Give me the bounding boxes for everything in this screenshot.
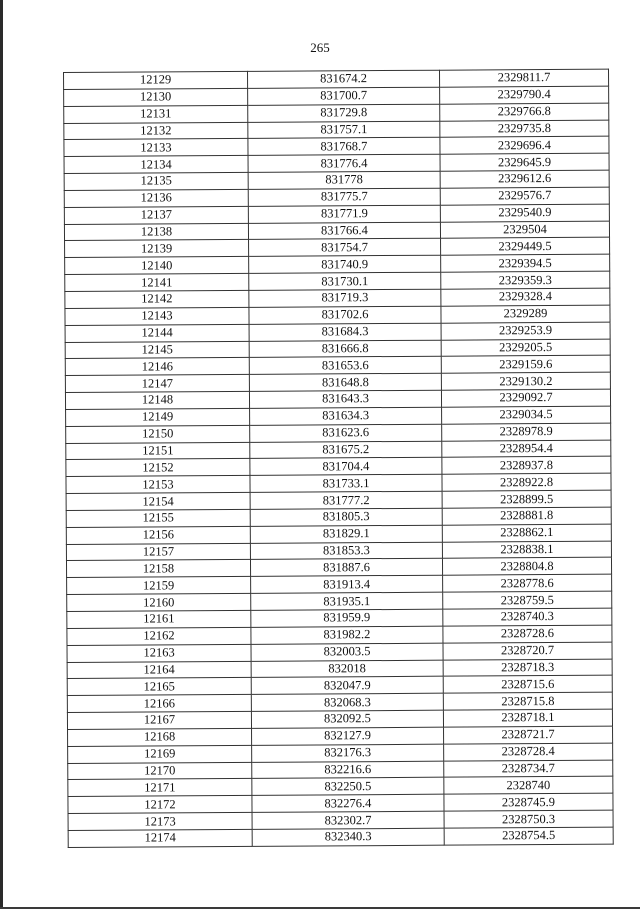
point-number-cell: 12151 bbox=[66, 442, 250, 460]
point-number-cell: 12159 bbox=[67, 577, 251, 595]
point-number-cell: 12156 bbox=[66, 526, 250, 544]
y-coordinate-cell: 2329449.5 bbox=[441, 238, 610, 256]
scan-edge-left bbox=[0, 0, 3, 909]
x-coordinate-cell: 831982.2 bbox=[251, 626, 443, 644]
y-coordinate-cell: 2328899.5 bbox=[442, 490, 611, 508]
point-number-cell: 12174 bbox=[68, 829, 252, 847]
y-coordinate-cell: 2328715.6 bbox=[443, 676, 612, 694]
x-coordinate-cell: 831853.3 bbox=[250, 542, 442, 560]
y-coordinate-cell: 2328922.8 bbox=[442, 473, 611, 491]
x-coordinate-cell: 831684.3 bbox=[249, 323, 441, 341]
point-number-cell: 12132 bbox=[64, 122, 248, 140]
y-coordinate-cell: 2328721.7 bbox=[444, 726, 613, 744]
point-number-cell: 12172 bbox=[68, 796, 252, 814]
point-number-cell: 12150 bbox=[66, 425, 250, 443]
x-coordinate-cell: 831777.2 bbox=[250, 491, 442, 509]
x-coordinate-cell: 831643.3 bbox=[249, 390, 441, 408]
x-coordinate-cell: 831674.2 bbox=[247, 70, 439, 88]
y-coordinate-cell: 2328740 bbox=[444, 777, 613, 795]
x-coordinate-cell: 831775.7 bbox=[248, 188, 440, 206]
y-coordinate-cell: 2329766.8 bbox=[440, 103, 609, 121]
y-coordinate-cell: 2329328.4 bbox=[441, 288, 610, 306]
x-coordinate-cell: 831771.9 bbox=[248, 205, 440, 223]
x-coordinate-cell: 831959.9 bbox=[251, 609, 443, 627]
y-coordinate-cell: 2329034.5 bbox=[442, 406, 611, 424]
y-coordinate-cell: 2329130.2 bbox=[441, 372, 610, 390]
x-coordinate-cell: 832340.3 bbox=[252, 828, 444, 846]
y-coordinate-cell: 2328862.1 bbox=[442, 524, 611, 542]
x-coordinate-cell: 831675.2 bbox=[250, 441, 442, 459]
point-number-cell: 12143 bbox=[65, 307, 249, 325]
x-coordinate-cell: 831935.1 bbox=[251, 592, 443, 610]
y-coordinate-cell: 2329735.8 bbox=[440, 120, 609, 138]
x-coordinate-cell: 832018 bbox=[251, 660, 443, 678]
x-coordinate-cell: 831768.7 bbox=[248, 138, 440, 156]
point-number-cell: 12130 bbox=[64, 88, 248, 106]
x-coordinate-cell: 831648.8 bbox=[249, 373, 441, 391]
point-number-cell: 12169 bbox=[68, 745, 252, 763]
y-coordinate-cell: 2328937.8 bbox=[442, 457, 611, 475]
x-coordinate-cell: 831733.1 bbox=[250, 474, 442, 492]
point-number-cell: 12142 bbox=[65, 290, 249, 308]
point-number-cell: 12166 bbox=[67, 695, 251, 713]
x-coordinate-cell: 832047.9 bbox=[251, 677, 443, 695]
x-coordinate-cell: 831766.4 bbox=[248, 222, 440, 240]
coordinate-table bbox=[63, 69, 614, 848]
y-coordinate-cell: 2329790.4 bbox=[440, 86, 609, 104]
point-number-cell: 12148 bbox=[65, 391, 249, 409]
y-coordinate-cell: 2328720.7 bbox=[443, 642, 612, 660]
x-coordinate-cell: 831740.9 bbox=[249, 255, 441, 273]
point-number-cell: 12161 bbox=[67, 610, 251, 628]
point-number-cell: 12144 bbox=[65, 324, 249, 342]
x-coordinate-cell: 831776.4 bbox=[248, 154, 440, 172]
point-number-cell: 12165 bbox=[67, 678, 251, 696]
y-coordinate-cell: 2329253.9 bbox=[441, 322, 610, 340]
x-coordinate-cell: 832068.3 bbox=[251, 693, 443, 711]
point-number-cell: 12146 bbox=[65, 358, 249, 376]
point-number-cell: 12137 bbox=[64, 206, 248, 224]
x-coordinate-cell: 831623.6 bbox=[250, 424, 442, 442]
x-coordinate-cell: 831634.3 bbox=[250, 407, 442, 425]
x-coordinate-cell: 831778 bbox=[248, 171, 440, 189]
y-coordinate-cell: 2329092.7 bbox=[441, 389, 610, 407]
y-coordinate-cell: 2329359.3 bbox=[441, 271, 610, 289]
x-coordinate-cell: 832003.5 bbox=[251, 643, 443, 661]
point-number-cell: 12147 bbox=[65, 375, 249, 393]
x-coordinate-cell: 831730.1 bbox=[249, 272, 441, 290]
y-coordinate-cell: 2328881.8 bbox=[442, 507, 611, 525]
point-number-cell: 12138 bbox=[64, 223, 248, 241]
point-number-cell: 12162 bbox=[67, 627, 251, 645]
point-number-cell: 12152 bbox=[66, 459, 250, 477]
y-coordinate-cell: 2329811.7 bbox=[439, 69, 608, 87]
point-number-cell: 12158 bbox=[66, 560, 250, 578]
point-number-cell: 12134 bbox=[64, 156, 248, 174]
y-coordinate-cell: 2329159.6 bbox=[441, 356, 610, 374]
point-number-cell: 12170 bbox=[68, 762, 252, 780]
point-number-cell: 12135 bbox=[64, 172, 248, 190]
y-coordinate-cell: 2328750.3 bbox=[444, 810, 613, 828]
y-coordinate-cell: 2329645.9 bbox=[440, 153, 609, 171]
point-number-cell: 12157 bbox=[66, 543, 250, 561]
y-coordinate-cell: 2329289 bbox=[441, 305, 610, 323]
point-number-cell: 12145 bbox=[65, 341, 249, 359]
point-number-cell: 12173 bbox=[68, 812, 252, 830]
point-number-cell: 12140 bbox=[65, 257, 249, 275]
x-coordinate-cell: 831754.7 bbox=[249, 239, 441, 257]
y-coordinate-cell: 2328728.6 bbox=[443, 625, 612, 643]
y-coordinate-cell: 2328838.1 bbox=[442, 541, 611, 559]
x-coordinate-cell: 831887.6 bbox=[250, 559, 442, 577]
point-number-cell: 12149 bbox=[66, 408, 250, 426]
y-coordinate-cell: 2328740.3 bbox=[443, 608, 612, 626]
table-row bbox=[68, 827, 613, 847]
point-number-cell: 12153 bbox=[66, 476, 250, 494]
y-coordinate-cell: 2328754.5 bbox=[444, 827, 613, 845]
x-coordinate-cell: 831913.4 bbox=[251, 576, 443, 594]
page-number: 265 bbox=[310, 40, 330, 55]
x-coordinate-cell: 832250.5 bbox=[252, 778, 444, 796]
x-coordinate-cell: 831666.8 bbox=[249, 340, 441, 358]
y-coordinate-cell: 2329504 bbox=[440, 221, 609, 239]
x-coordinate-cell: 831829.1 bbox=[250, 525, 442, 543]
y-coordinate-cell: 2328745.9 bbox=[444, 793, 613, 811]
y-coordinate-cell: 2328778.6 bbox=[443, 574, 612, 592]
point-number-cell: 12129 bbox=[64, 71, 248, 89]
point-number-cell: 12155 bbox=[66, 509, 250, 527]
point-number-cell: 12163 bbox=[67, 644, 251, 662]
point-number-cell: 12160 bbox=[67, 594, 251, 612]
y-coordinate-cell: 2328978.9 bbox=[442, 423, 611, 441]
x-coordinate-cell: 832216.6 bbox=[252, 761, 444, 779]
y-coordinate-cell: 2328954.4 bbox=[442, 440, 611, 458]
x-coordinate-cell: 831700.7 bbox=[248, 87, 440, 105]
y-coordinate-cell: 2329205.5 bbox=[441, 339, 610, 357]
x-coordinate-cell: 832302.7 bbox=[252, 811, 444, 829]
y-coordinate-cell: 2328759.5 bbox=[443, 591, 612, 609]
y-coordinate-cell: 2329696.4 bbox=[440, 137, 609, 155]
point-number-cell: 12168 bbox=[68, 728, 252, 746]
y-coordinate-cell: 2328728.4 bbox=[444, 743, 613, 761]
point-number-cell: 12154 bbox=[66, 492, 250, 510]
x-coordinate-cell: 831653.6 bbox=[249, 357, 441, 375]
x-coordinate-cell: 831702.6 bbox=[249, 306, 441, 324]
x-coordinate-cell: 831757.1 bbox=[248, 121, 440, 139]
x-coordinate-cell: 831805.3 bbox=[250, 508, 442, 526]
x-coordinate-cell: 831729.8 bbox=[248, 104, 440, 122]
point-number-cell: 12131 bbox=[64, 105, 248, 123]
y-coordinate-cell: 2328718.3 bbox=[443, 659, 612, 677]
point-number-cell: 12167 bbox=[67, 711, 251, 729]
x-coordinate-cell: 832276.4 bbox=[252, 794, 444, 812]
point-number-cell: 12141 bbox=[65, 273, 249, 291]
x-coordinate-cell: 832176.3 bbox=[252, 744, 444, 762]
point-number-cell: 12164 bbox=[67, 661, 251, 679]
coordinate-table-body bbox=[64, 69, 614, 847]
x-coordinate-cell: 831719.3 bbox=[249, 289, 441, 307]
point-number-cell: 12171 bbox=[68, 779, 252, 797]
y-coordinate-cell: 2329540.9 bbox=[440, 204, 609, 222]
y-coordinate-cell: 2329612.6 bbox=[440, 170, 609, 188]
x-coordinate-cell: 831704.4 bbox=[250, 458, 442, 476]
y-coordinate-cell: 2329394.5 bbox=[441, 254, 610, 272]
y-coordinate-cell: 2328734.7 bbox=[444, 760, 613, 778]
point-number-cell: 12139 bbox=[65, 240, 249, 258]
point-number-cell: 12136 bbox=[64, 189, 248, 207]
y-coordinate-cell: 2328804.8 bbox=[442, 558, 611, 576]
x-coordinate-cell: 832092.5 bbox=[251, 710, 443, 728]
y-coordinate-cell: 2328718.1 bbox=[443, 709, 612, 727]
y-coordinate-cell: 2329576.7 bbox=[440, 187, 609, 205]
x-coordinate-cell: 832127.9 bbox=[252, 727, 444, 745]
y-coordinate-cell: 2328715.8 bbox=[443, 692, 612, 710]
point-number-cell: 12133 bbox=[64, 139, 248, 157]
